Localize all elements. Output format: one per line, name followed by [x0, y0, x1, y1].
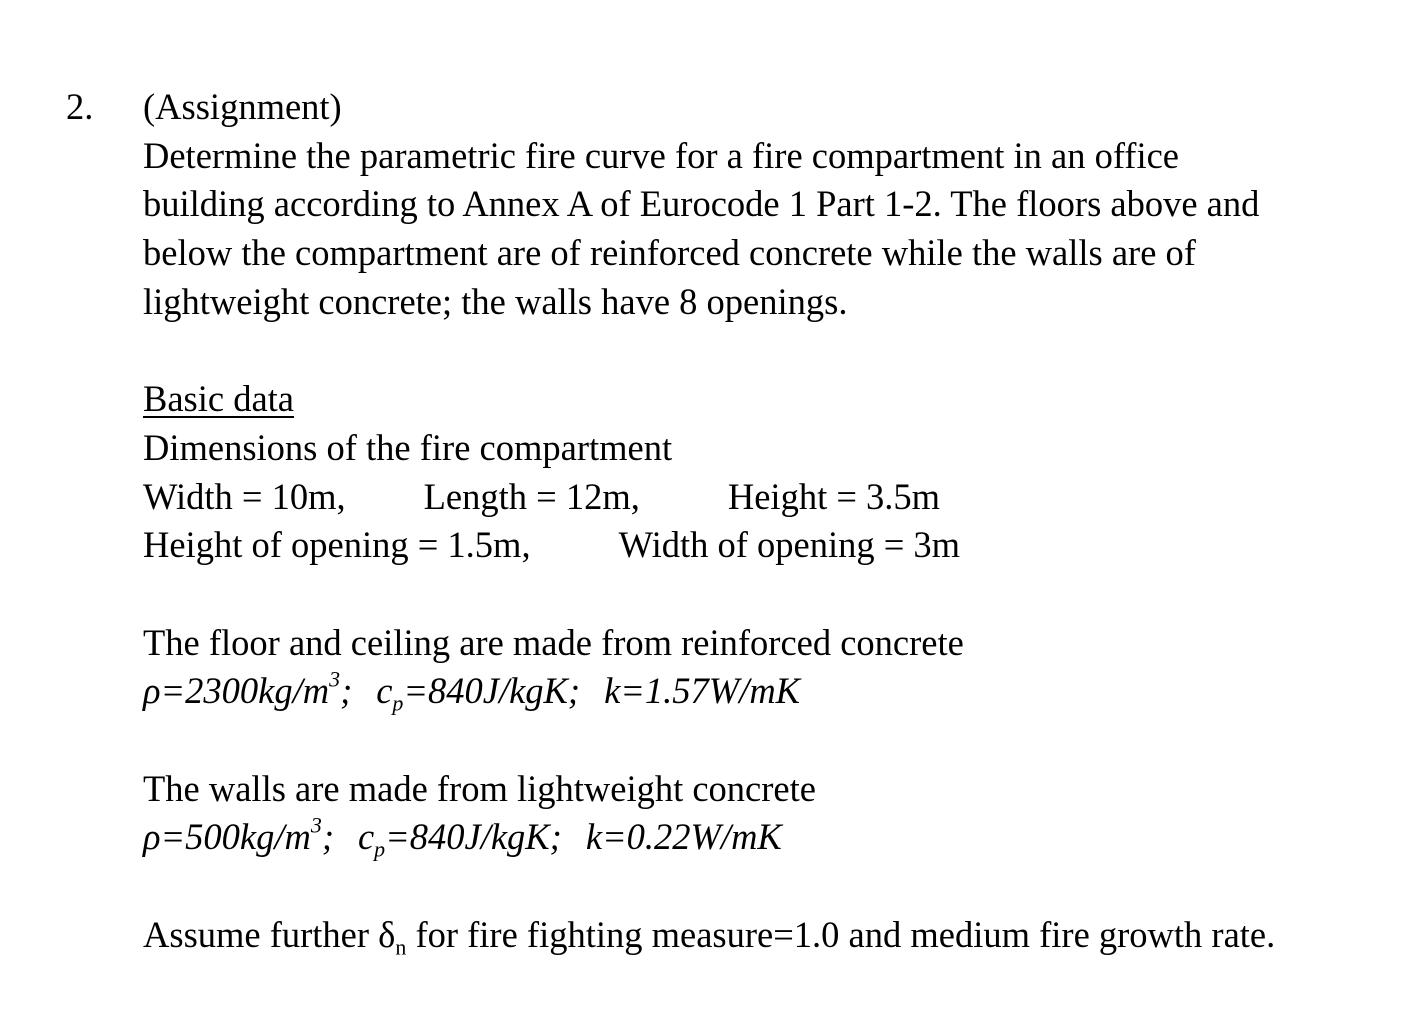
intro-line-1: Determine the parametric fire curve for a fire compartment in an office [143, 134, 1180, 176]
assume-line: Assume further $\delta_n$ for fire fighting measure=1.0 and medium fire growth rate. [143, 913, 1276, 960]
walls-k: k=0.22W/mK [585, 816, 782, 858]
spacer [143, 862, 1398, 911]
spacer [143, 716, 1398, 765]
basic-data-heading-text: Basic data [143, 378, 295, 420]
walls-properties [143, 813, 1398, 862]
width-value: Width = 10m, [143, 475, 346, 517]
floor-rho: $\rho=2300kg/m^3$; [143, 666, 353, 712]
intro-line-4: lightweight concrete; the walls have 8 openings. [143, 280, 848, 322]
dimensions-title: Dimensions of the fire compartment [143, 426, 673, 468]
opening-height-value: Height of opening = 1.5m, [143, 524, 531, 566]
spacer [143, 570, 1398, 619]
height-value: Height = 3.5m [727, 475, 941, 517]
intro-line-2: building according to Annex A of Eurocode 1 Part 1-2. The floors above and [143, 183, 1260, 225]
opening-width-value: Width of opening = 3m [618, 524, 961, 566]
basic-data-heading [143, 375, 1398, 424]
question-body [143, 83, 1398, 959]
question-number: 2. [66, 86, 94, 127]
length-value: Length = 12m, [423, 475, 640, 517]
spacer [143, 326, 1398, 375]
opening-row [143, 521, 1398, 570]
intro-line-3: below the compartment are of reinforced concrete while the walls are of [143, 232, 1196, 274]
floor-properties [143, 667, 1398, 716]
walls-rho: $\rho=500kg/m^3$; [143, 812, 334, 858]
floor-cp: $c_p=840J$/kgK; [376, 670, 581, 716]
walls-cp: $c_p=840J$/kgK; [357, 816, 562, 862]
question-tag: (Assignment) [143, 86, 342, 127]
floor-k: k=1.57W/mK [604, 670, 801, 712]
dimensions-row [143, 473, 1398, 522]
walls-title: The walls are made from lightweight concrete [143, 767, 816, 809]
floor-title: The floor and ceiling are made from reinforced concrete [143, 621, 964, 663]
